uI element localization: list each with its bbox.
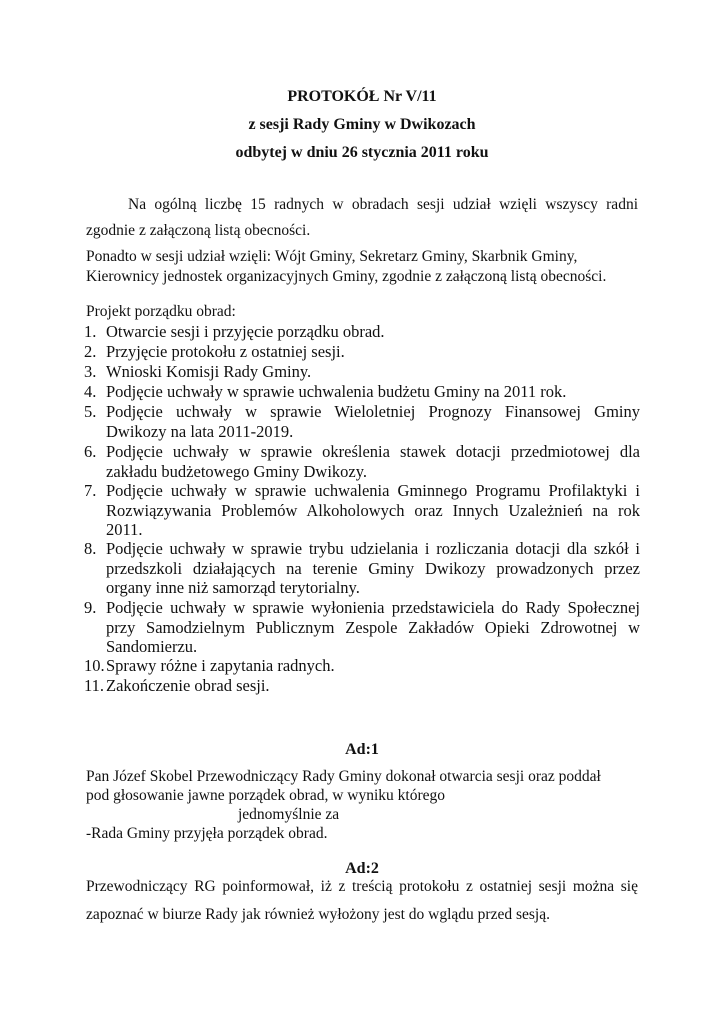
agenda-item-text: Zakończenie obrad sesji. bbox=[106, 676, 270, 695]
agenda-heading: Projekt porządku obrad: bbox=[86, 303, 236, 320]
agenda-item-number: 4. bbox=[84, 382, 97, 401]
agenda-item bbox=[84, 382, 640, 402]
protocol-subtitle-session: z sesji Rady Gminy w Dwikozach bbox=[248, 116, 476, 133]
agenda-item-number: 7. bbox=[84, 481, 97, 500]
agenda-item-text: Przyjęcie protokołu z ostatniej sesji. bbox=[106, 342, 345, 361]
intro-line-4: Kierownicy jednostek organizacyjnych Gminy, zgodnie z załączoną listą obecności. bbox=[86, 268, 607, 285]
agenda-item bbox=[84, 322, 640, 342]
agenda-item bbox=[84, 598, 640, 658]
agenda-item-text: Podjęcie uchwały w sprawie trybu udzielania i rozliczania dotacji dla szkół i przedszkoli działających na terenie Gminy Dwikozy prowadzonych przez organy inne niż samorząd terytorialny. bbox=[106, 539, 640, 597]
agenda-item-text: Wnioski Komisji Rady Gminy. bbox=[106, 362, 312, 381]
agenda-item-text: Podjęcie uchwały w sprawie uchwalenia budżetu Gminy na 2011 rok. bbox=[106, 382, 567, 401]
agenda-item bbox=[84, 539, 640, 599]
agenda-item bbox=[84, 676, 640, 696]
ad1-line-4: -Rada Gminy przyjęła porządek obrad. bbox=[86, 825, 328, 842]
protocol-title: PROTOKÓŁ Nr V/11 bbox=[287, 88, 437, 105]
agenda-item bbox=[84, 442, 640, 482]
agenda-item-number: 10. bbox=[84, 656, 105, 675]
agenda-item bbox=[84, 656, 640, 676]
agenda-item-text: Podjęcie uchwały w sprawie wyłonienia przedstawiciela do Rady Społecznej przy Samodzielnym Publicznym Zespole Zakładów Opieki Zdrowotnej w Sandomierzu. bbox=[106, 598, 640, 656]
ad1-heading: Ad:1 bbox=[345, 741, 379, 758]
agenda-item-text: Otwarcie sesji i przyjęcie porządku obrad. bbox=[106, 322, 385, 341]
ad1-vote-result: jednomyślnie za bbox=[238, 806, 340, 823]
protocol-subtitle-date: odbytej w dniu 26 stycznia 2011 roku bbox=[235, 144, 489, 161]
intro-line-1: Na ogólną liczbę 15 radnych w obradach sesji udział wzięli wszyscy radni bbox=[128, 196, 638, 213]
agenda-item-number: 2. bbox=[84, 342, 97, 361]
agenda-item bbox=[84, 481, 640, 541]
agenda-item-number: 5. bbox=[84, 402, 97, 421]
ad2-line-1: Przewodniczący RG poinformował, iż z treścią protokołu z ostatniej sesji można się bbox=[86, 878, 638, 895]
agenda-item-number: 1. bbox=[84, 322, 97, 341]
agenda-item-text: Podjęcie uchwały w sprawie uchwalenia Gminnego Programu Profilaktyki i Rozwiązywania Problemów Alkoholowych oraz Innych Uzależnień na rok 2011. bbox=[106, 481, 640, 539]
agenda-item bbox=[84, 342, 640, 362]
agenda-item-text: Podjęcie uchwały w sprawie Wieloletniej Prognozy Finansowej Gminy Dwikozy na lata 2011-2019. bbox=[106, 402, 640, 441]
ad1-line-1: Pan Józef Skobel Przewodniczący Rady Gminy dokonał otwarcia sesji oraz poddał bbox=[86, 768, 601, 785]
agenda-item-text: Podjęcie uchwały w sprawie określenia stawek dotacji przedmiotowej dla zakładu budżetowego Gminy Dwikozy. bbox=[106, 442, 640, 481]
agenda-item-number: 11. bbox=[84, 676, 105, 695]
agenda-item bbox=[84, 362, 640, 382]
intro-line-3: Ponadto w sesji udział wzięli: Wójt Gminy, Sekretarz Gminy, Skarbnik Gminy, bbox=[86, 248, 578, 265]
agenda-item-number: 6. bbox=[84, 442, 97, 461]
agenda-item-number: 3. bbox=[84, 362, 97, 381]
ad1-line-2: pod głosowanie jawne porządek obrad, w wyniku którego bbox=[86, 787, 445, 804]
agenda-item-number: 8. bbox=[84, 539, 97, 558]
intro-line-2: zgodnie z załączoną listą obecności. bbox=[86, 222, 311, 239]
agenda-item bbox=[84, 402, 640, 442]
agenda-item-text: Sprawy różne i zapytania radnych. bbox=[106, 656, 335, 675]
ad2-heading: Ad:2 bbox=[345, 860, 379, 877]
ad2-line-2: zapoznać w biurze Rady jak również wyłożony jest do wglądu przed sesją. bbox=[86, 906, 550, 923]
agenda-item-number: 9. bbox=[84, 598, 97, 617]
